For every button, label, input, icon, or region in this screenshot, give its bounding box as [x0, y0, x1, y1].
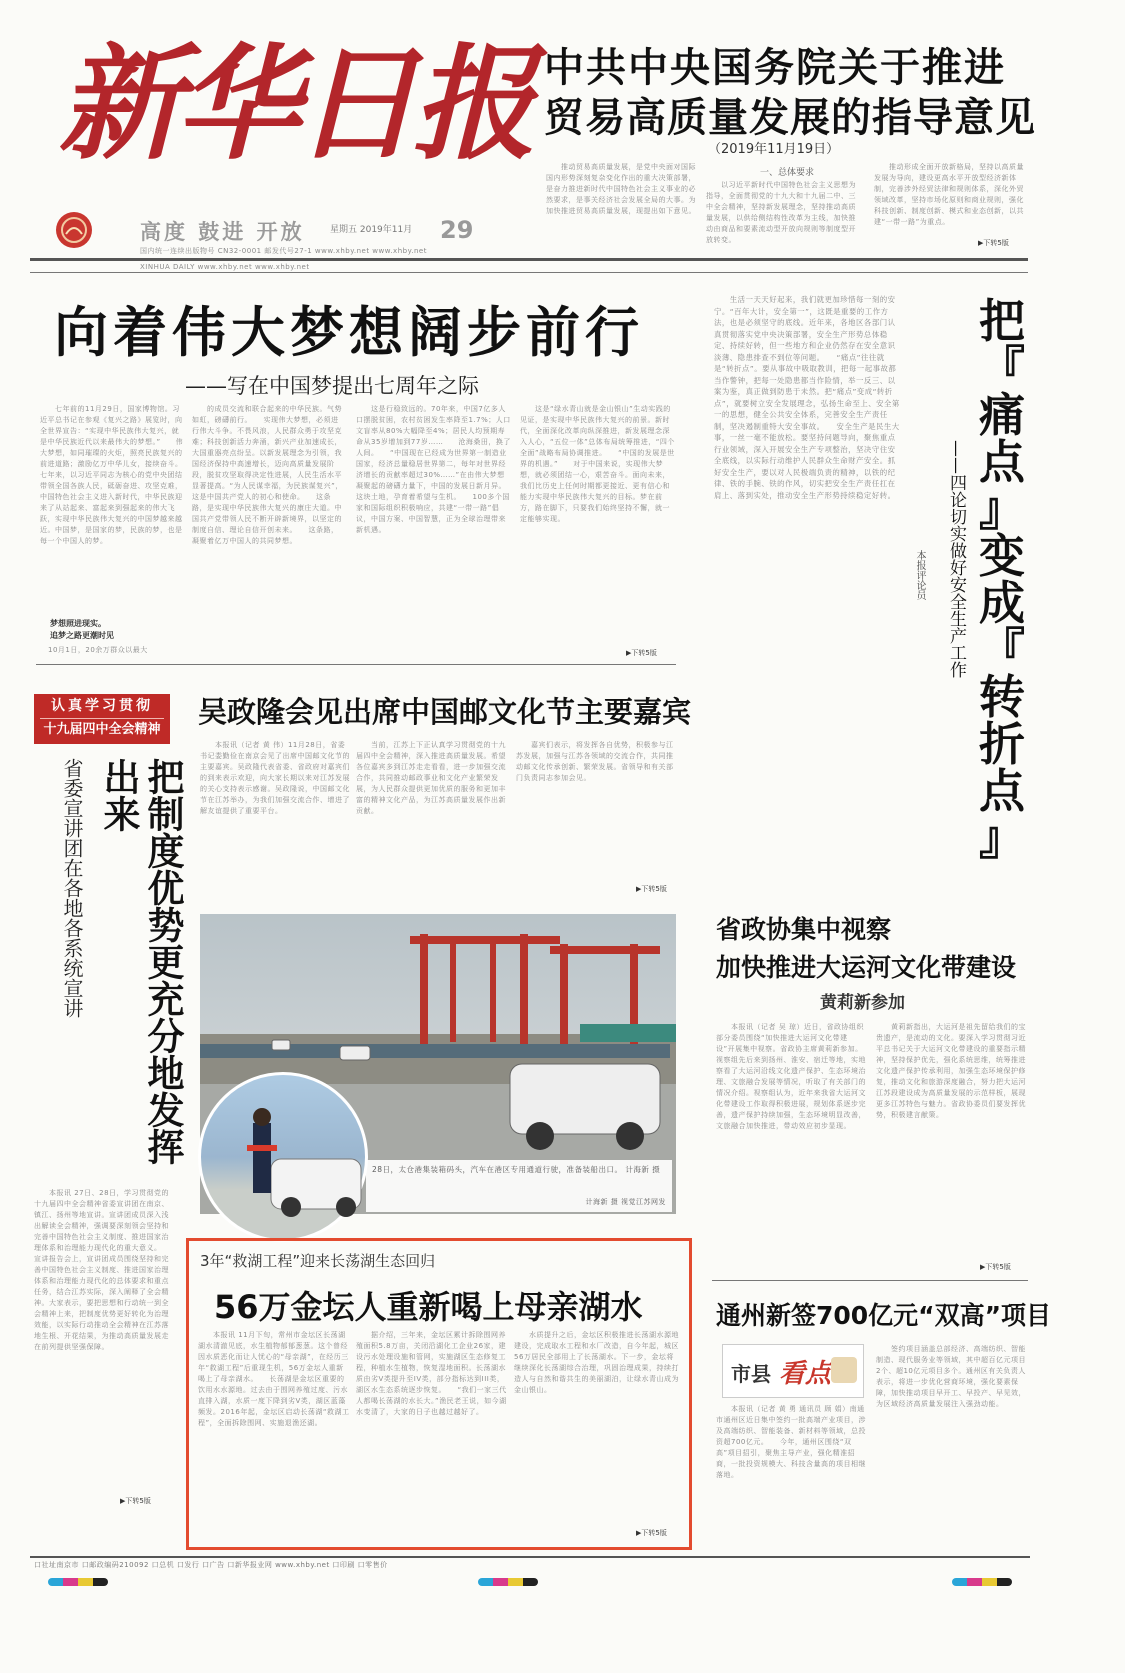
wu-story-title: 吴政隆会见出席中国邮文化节主要嘉宾: [198, 695, 692, 729]
main-quote-heading: 梦想照进现实。: [50, 619, 106, 628]
main-story-subtitle: ——写在中国梦提出七周年之际: [185, 374, 479, 398]
emblem-icon: [56, 212, 92, 248]
county-box-icon: [831, 1357, 857, 1383]
wu-col3: 嘉宾们表示，将发挥各自优势，积极参与江苏发展，加强与江苏各领域的交流合作，共同推动邮文化传承创新、繁荣发展。省领导和有关部门负责同志参加会见。: [516, 741, 674, 782]
commentary-title-char: 』: [979, 482, 1025, 536]
masthead-rule: [30, 258, 1028, 261]
vertical-story-kicker: 省委宣讲团在各地各系统宣讲: [60, 758, 84, 1018]
tongzhou-col1: 本报讯（记者 黄 勇 通讯员 顾 娟）南通市通州区近日集中签约一批高端产业项目，涉及高端纺织、智能装备、新材料等领域，总投资超700亿元。 今年，通州区围绕“双高”项目招引，聚焦主导产业，强化精准招商，一批投资规模大、科技含量高的项目相继落地。: [716, 1405, 866, 1479]
photo-credit: 计海新 摄 视觉江苏网发: [585, 1198, 666, 1206]
commentary-title-char: 成: [979, 576, 1025, 630]
commentary-title-char: 点: [979, 435, 1025, 489]
lead-section-label: 一、总体要求: [760, 168, 815, 178]
main-story-title: 向着伟大梦想阔步前行: [54, 301, 644, 364]
lead-body-col3: 推动形成全面开放新格局，坚持以高质量发展为导向，建设更高水平开放型经济新体制，完善涉外经贸法律和规则体系，深化外贸领域改革，坚持市场化原则和商业规则，强化科技创新、制度创新、模式和业态创新，以共建“一带一路”为重点。: [874, 163, 1024, 226]
inset-photo: [198, 1072, 368, 1242]
lake-story-kicker: 3年“救湖工程”迎来长荡湖生态回归: [200, 1252, 436, 1270]
color-registration-mark-right: [952, 1578, 1012, 1586]
main-col3: 这是行稳致远的。70年来，中国7亿多人口摆脱贫困，农村贫困发生率降至1.7%；人口文盲率从80%大幅降至4%；居民人均预期寿命从35岁增加到77岁…… 沧海桑田，换了人间。 “中国现在已经成为世界第一制造业国家，经济总量稳居世界第二，每年对世界经济增长的贡献率超过30%……”在由伟大梦想凝聚起的磅礴力量下，中国的发展日新月异。 这块土地，孕育着希望与生机。 100多个国家和国际组织积极响应，共建“一带一路”倡议，中国方案、中国智慧，正为全球治理带来新机遇。: [356, 405, 518, 534]
cppcc-jump[interactable]: ▶下转5版: [980, 1263, 1011, 1271]
study-badge-line2: 十九届四中全会精神: [40, 718, 164, 741]
main-col4: 这是“绿水青山就是金山银山”生动实践的见证，是实现中华民族伟大复兴的前景。新时代，全面深化改革向纵深推进，新发展理念深入人心，“五位一体”总体布局统筹推进，“四个全面”战略布局协调推进。 “中国的发展是世界的机遇。” 对于中国来说，实现伟大梦想，就必须团结一心，艰苦奋斗。面向未来，我们比历史上任何时期都更接近、更有信心和能力实现中华民族伟大复兴的目标。梦在前方，路在脚下，只要我们始终坚持不懈，就一定能够实现。: [520, 405, 675, 523]
wu-col2: 当前，江苏上下正认真学习贯彻党的十九届四中全会精神，深入推进高质量发展。希望各位嘉宾多到江苏走走看看，进一步加强交流合作，共同推动邮政事业和文化产业繁荣发展，为人民群众提供更加优质的服务和更加丰富的精神文化产品，为江苏高质量发展作出新贡献。: [356, 741, 506, 815]
cppcc-col1: 本报讯（记者 吴 琼）近日，省政协组织部分委员围绕“加快推进大运河文化带建设”开展集中视察。省政协主席黄莉新参加。视察组先后来到扬州、淮安、宿迁等地，实地察看了大运河沿线文化遗产保护、生态环境治理、文旅融合发展等情况，听取了有关部门的情况介绍。视察组认为，近年来我省大运河文化带建设工作取得积极进展，规划体系逐步完善，遗产保护持续加强，生态环境明显改善，文旅融合加快推进，带动效应初步显现。: [716, 1023, 866, 1130]
footer-rule: [30, 1556, 1030, 1558]
lake-story-title: 56万金坛人重新喝上母亲湖水: [214, 1288, 643, 1326]
vertical-story-title: 把制度优势更充分地发挥出来: [97, 758, 184, 1165]
main-col1: 七年前的11月29日，国家博物馆。习近平总书记在参观《复兴之路》展览时，向全世界宣告：“实现中华民族伟大复兴，就是中华民族近代以来最伟大的梦想。” 伟大梦想，如同璀璨的火炬，照亮民族复兴的前进道路；激励亿万中华儿女，接续奋斗。七年来，以习近平同志为核心的党中央团结带领全国各族人民，砥砺奋进、攻坚克难，中国特色社会主义进入新时代，中华民族迎来了从站起来、富起来到强起来的伟大飞跃，实现中华民族伟大复兴的中国梦越来越近。中国梦，是国家的梦，民族的梦，也是每一个中国人的梦。: [40, 405, 184, 545]
masthead-info-strip: 国内统一连续出版物号 CN32-0001 邮发代号27-1 www.xhby.net www.xhby.net: [140, 247, 427, 255]
main-quote-line: 追梦之路更潮时见: [50, 631, 114, 640]
issue-number: 29: [440, 216, 474, 244]
commentary-body: 生活一天天好起来，我们就更加珍惜每一刻的安宁。“百年大计，安全第一”，这既是重要的工作方法，也是必须坚守的底线。近年来，各地区各部门认真贯彻落实党中央决策部署，安全生产形势总体稳定、持续好转，但一些地方和企业仍然存在安全意识淡薄、隐患排查不到位等问题。 “痛点”往往就是“转折点”。要从事故中吸取教训，把每一起事故都当作警钟，把每一处隐患都当作险情，举一反三、以案为鉴，真正做到防患于未然。把“痛点”变成“转折点”，就要树立安全发展理念，弘扬生命至上、安全第一的思想，健全公共安全体系，完善安全生产责任制，坚决遏制重特大安全事故。 安全生产是民生大事，一丝一毫不能放松。要坚持问题导向，聚焦重点行业领域，深入开展安全生产专项整治，坚决守住安全底线，以实际行动维护人民群众生命财产安全。抓好安全生产，要以对人民极端负责的精神，以铁的纪律、铁的手腕、铁的作风，切实把安全生产责任扛在肩上、落到实处，推动安全生产形势持续稳定好转。: [714, 295, 900, 500]
lead-title-line2: 贸易高质量发展的指导意见: [544, 95, 1036, 141]
lead-title-line1: 中共中央国务院关于推进: [544, 45, 1006, 91]
main-col2: 的成员交流和联合起来的中华民族。气势如虹，磅礴前行。 实现伟大梦想，必须进行伟大斗争。不畏风浪，人民群众勇于攻坚克难；科技创新活力奔涌，新兴产业加速成长，大国重器亮点纷呈。以新发展理念为引领，我国经济保持中高速增长，迈向高质量发展阶段，脱贫攻坚取得决定性进展，人民生活水平显著提高。“为人民谋幸福，为民族谋复兴”，这是中国共产党人的初心和使命。 这条路，是实现中华民族伟大复兴的康庄大道。中国共产党带领人民不断开辟新境界，以坚定的制度自信、理论自信开创未来。 这条路，凝聚着亿万中国人的共同梦想。: [192, 405, 343, 545]
lake-col1: 本报讯 11月下旬，常州市金坛区长荡湖湖水清澈见底，水生植物郁郁葱葱。这个曾经因水质恶化而让人忧心的“母亲湖”，在经历三年“救湖工程”后重现生机，56万金坛人重新喝上了母亲湖水。 长荡湖是金坛区重要的饮用水水源地。过去由于围网养殖过度、污水直排入湖，水质一度下降到劣V类，湖区蓝藻频发。2016年起，金坛区启动长荡湖“救湖工程”，全面拆除围网、实施退渔还湖。: [198, 1331, 350, 1427]
wu-story-jump[interactable]: ▶下转5版: [636, 885, 667, 893]
commentary-subtitle: ——四论切实做好安全生产工作: [946, 440, 966, 678]
study-badge: [34, 694, 170, 744]
commentary-title-char: 『: [979, 341, 1025, 395]
county-box-label-b: 看点: [779, 1359, 832, 1389]
lead-jump[interactable]: ▶下转5版: [978, 239, 1009, 247]
vertical-story-body: 本报讯 27日、28日，学习贯彻党的十九届四中全会精神省委宣讲团在南京、镇江、扬州等地宣讲。宣讲团成员深入浅出解读全会精神，强调要深刻领会坚持和完善中国特色社会主义制度、推进国家治理体系和治理能力现代化的重大意义。 宣讲报告会上，宣讲团成员围绕坚持和完善中国特色社会主义制度、推进国家治理体系和治理能力现代化的总体要求和重点任务，结合江苏实际，深入阐释了全会精神。大家表示，要把思想和行动统一到全会精神上来，把制度优势更好转化为治理效能，以实际行动推动全会精神在江苏落地生根、开花结果，为推动高质量发展走在前列提供坚强保障。: [34, 1189, 173, 1351]
masthead-title: 新华日报: [58, 32, 531, 177]
masthead-slogan: 高度 鼓进 开放: [140, 220, 305, 244]
lead-body-col1: 推动贸易高质量发展，是党中央面对国际国内形势深刻复杂变化作出的重大决策部署，是奋力推进新时代中国特色社会主义事业的必然要求，是事关经济社会发展全局的大事。为加快推进贸易高质量发展，现提出如下意见。: [546, 163, 696, 215]
commentary-byline: 本报评论员: [914, 550, 925, 600]
lake-story-jump[interactable]: ▶下转5版: [636, 1529, 667, 1537]
commentary-title-char: 把: [979, 294, 1025, 348]
tongzhou-title: 通州新签700亿元“双高”项目: [716, 1301, 1052, 1330]
cppcc-byline: 黄莉新参加: [820, 993, 905, 1013]
county-box-label-a: 市县: [731, 1362, 771, 1386]
commentary-title-char: 变: [979, 529, 1025, 583]
main-story-jump[interactable]: ▶下转5版: [626, 649, 657, 657]
tongzhou-col2: 签约项目涵盖总部经济、高端纺织、智能制造、现代服务业等领域，其中超百亿元项目2个、超10亿元项目多个。通州区有关负责人表示，将进一步优化营商环境，强化要素保障，加快推动项目早开工、早投产、早见效，为区域经济高质量发展注入强劲动能。: [876, 1345, 1026, 1408]
cppcc-title-line2: 加快推进大运河文化带建设: [716, 953, 1017, 982]
commentary-title-char: 转: [979, 670, 1025, 724]
photo-caption-box: [366, 1160, 672, 1212]
footer-info: 口社址南京市 口邮政编码210092 口总机 口发行 口广告 口新华报业网 www.xhby.net 口印刷 口零售价: [34, 1561, 388, 1569]
commentary-title-char: 痛: [979, 388, 1025, 442]
commentary-title: [972, 294, 1032, 878]
cppcc-col2: 黄莉新指出，大运河是祖先留给我们的宝贵遗产，是流动的文化。要深入学习贯彻习近平总书记关于大运河文化带建设的重要指示精神，坚持保护优先，强化系统思维，统筹推进文化遗产保护传承利用，加强生态环境保护修复，推动文化和旅游深度融合，努力把大运河江苏段建设成为高质量发展的示范样板，展现更多江苏特色与魅力。省政协委员们要发挥优势，积极建言献策。: [876, 1023, 1026, 1119]
color-registration-mark-center: [478, 1578, 538, 1586]
lake-col2: 据介绍，三年来，金坛区累计拆除围网养殖面积5.8万亩，关闭沿湖化工企业26家，建设污水处理设施和管网，实施湖区生态修复工程，种植水生植物，恢复湿地面积。长荡湖水质由劣V类提升至IV类，部分指标达到III类，湖区水生态系统逐步恢复。 “我们一家三代人都喝长荡湖的水长大。”渔民老王说，如今湖水变清了，大家的日子也越过越好了。: [356, 1331, 507, 1416]
tongzhou-top-rule: [712, 1280, 1028, 1281]
photo-caption: 28日，太仓港集装箱码头，汽车在港区专用通道行驶，准备装船出口。 计海新 摄: [372, 1165, 661, 1174]
masthead-rule-2: [30, 272, 1028, 273]
lake-col3: 水质提升之后，金坛区积极推进长荡湖水源地建设，完成取水工程和水厂改造，自今年起，城区56万居民全部用上了长荡湖水。下一步，金坛将继续深化长荡湖综合治理，巩固治理成果，持续打造人与自然和谐共生的美丽湖泊，让绿水青山成为金山银山。: [514, 1331, 679, 1394]
lead-body-col2: 以习近平新时代中国特色社会主义思想为指导，全面贯彻党的十九大和十九届二中、三中全会精神，坚持新发展理念，坚持推动高质量发展，以供给侧结构性改革为主线，加快推动由商品和要素流动型开放向规则等制度型开放转变。: [706, 181, 856, 244]
lead-date: （2019年11月19日）: [708, 142, 840, 157]
vertical-story-jump[interactable]: ▶下转5版: [120, 1497, 151, 1505]
issue-info: 星期五 2019年11月: [330, 225, 413, 235]
color-registration-mark-left: [48, 1578, 108, 1586]
commentary-title-char: 折: [979, 717, 1025, 771]
commentary-title-char: 『: [979, 623, 1025, 677]
commentary-title-char: 』: [979, 811, 1025, 865]
cppcc-title-line1: 省政协集中视察: [716, 915, 892, 944]
study-badge-line1: 认真学习贯彻: [51, 698, 153, 714]
main-col1-tail: 10月1日，20余万群众以最大: [48, 646, 148, 654]
masthead-url-strip: XINHUA DAILY www.xhby.net www.xhby.net: [140, 263, 310, 271]
main-divider: [36, 664, 676, 665]
commentary-title-char: 点: [979, 764, 1025, 818]
inset-photo-image: [201, 1075, 365, 1239]
wu-col1: 本报讯（记者 黄 伟）11月28日，省委书记娄勤俭在南京会见了出席中国邮文化节的主要嘉宾。吴政隆代表省委、省政府对嘉宾们的到来表示欢迎，向大家长期以来对江苏发展的关心支持表示感谢。吴政隆说，中国邮文化节在江苏举办，为我们加强交流合作、增进了解友谊提供了重要平台。: [200, 741, 350, 815]
county-box: [722, 1344, 864, 1398]
